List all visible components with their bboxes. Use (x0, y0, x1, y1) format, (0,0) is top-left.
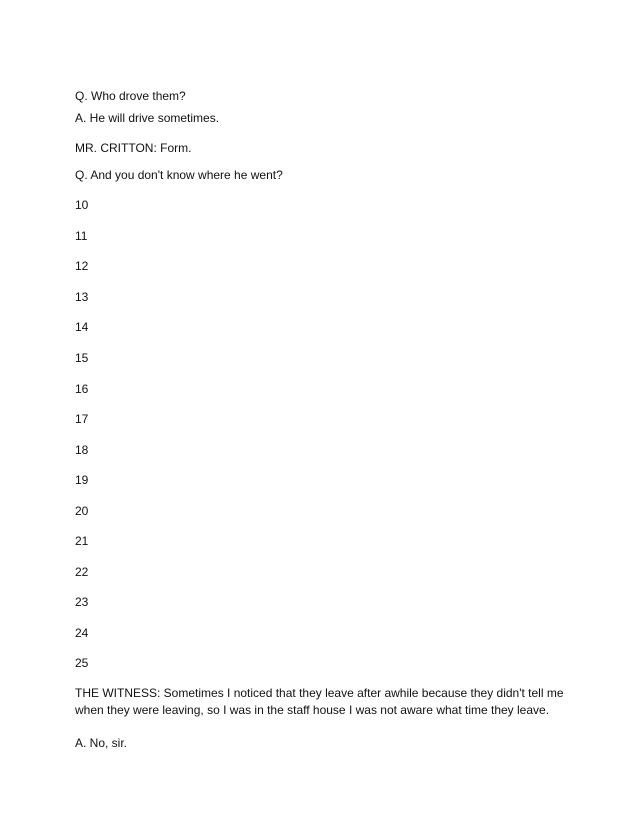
line-number-11: 11 (75, 229, 88, 243)
line-number-13: 13 (75, 290, 89, 304)
line-number-10: 10 (75, 198, 89, 212)
answer-he-will-drive: A. He will drive sometimes. (75, 111, 220, 125)
line-number-20: 20 (75, 504, 89, 518)
witness-answer-line-2: when they were leaving, so I was in the staff house I was not aware what time they leave. (75, 703, 550, 717)
line-number-14: 14 (75, 320, 89, 334)
objection-form: MR. CRITTON: Form. (75, 141, 192, 155)
line-number-21: 21 (75, 534, 89, 548)
witness-answer-line-1: THE WITNESS: Sometimes I noticed that they leave after awhile because they didn't tell me (75, 686, 564, 700)
line-number-19: 19 (75, 473, 89, 487)
line-number-16: 16 (75, 382, 89, 396)
line-number-12: 12 (75, 259, 89, 273)
line-number-24: 24 (75, 626, 89, 640)
line-number-25: 25 (75, 656, 89, 670)
answer-no-sir: A. No, sir. (75, 736, 128, 750)
line-number-17: 17 (75, 412, 89, 426)
line-number-23: 23 (75, 595, 89, 609)
question-who-drove: Q. Who drove them? (75, 89, 186, 103)
line-number-15: 15 (75, 351, 89, 365)
line-number-22: 22 (75, 565, 89, 579)
question-where-he-went: Q. And you don't know where he went? (75, 168, 283, 182)
line-number-18: 18 (75, 443, 89, 457)
